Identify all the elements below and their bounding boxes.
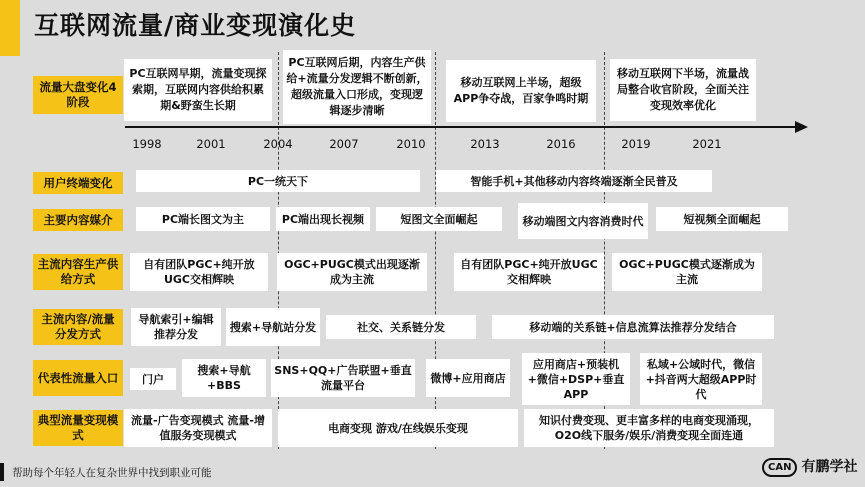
- stage-box-pc-late: PC互联网后期，内容生产供给+流量分发逻辑不断创新，超级流量入口形成，变现逻辑逐步清晰: [283, 50, 431, 124]
- logo-badge: CAN: [762, 458, 797, 477]
- footer-accent-bar: [0, 463, 4, 481]
- row-label-content-media: 主要内容媒介: [33, 209, 123, 231]
- cell-pc-dominance: PC一统天下: [136, 170, 420, 192]
- row-label-distribution: 主流内容/流量分发方式: [33, 309, 123, 345]
- logo-name: 有鹏学社: [801, 459, 858, 475]
- cell-pc-long-text: PC端长图文为主: [136, 207, 270, 231]
- footer-slogan: 帮助每个年轻人在复杂世界中找到职业可能: [12, 467, 212, 479]
- cell-mobile-text-era: 移动端图文内容消费时代: [518, 203, 648, 239]
- page-title: 互联网流量/商业变现演化史: [34, 11, 357, 40]
- year-label: 2021: [692, 137, 722, 151]
- cell-knowledge-o2o: 知识付费变现、更丰富多样的电商变现涌现，O2O线下服务/娱乐/消费变现全面连通: [524, 409, 774, 447]
- title-accent-bar: [0, 0, 20, 56]
- cell-social-graph: 社交、关系链分发: [326, 315, 476, 339]
- cell-ads-vas: 流量-广告变现模式 流量-增值服务变现模式: [124, 409, 272, 447]
- cell-nav-editor: 导航索引+编辑推荐分发: [131, 308, 221, 346]
- stage-box-mobile-second-half: 移动互联网下半场，流量战局整合收官阶段，全面关注变现效率优化: [610, 59, 756, 121]
- stage-box-pc-early: PC互联网早期，流量变现探索期，互联网内容供给积累期&野蛮生长期: [124, 59, 272, 121]
- year-label: 2019: [621, 137, 651, 151]
- cell-search-nav-bbs: 搜索+导航+BBS: [182, 359, 266, 397]
- cell-ecommerce-gaming: 电商变现 游戏/在线娱乐变现: [278, 409, 518, 447]
- brand-logo: [762, 455, 857, 479]
- cell-smartphone-adoption: 智能手机+其他移动内容终端逐渐全民普及: [436, 170, 712, 192]
- year-label: 2013: [470, 137, 500, 151]
- year-label: 2016: [546, 137, 576, 151]
- cell-private-public-domain: 私域+公域时代，微信+抖音两大超级APP时代: [640, 353, 762, 405]
- stage-box-mobile-first-half: 移动互联网上半场，超级APP争夺战，百家争鸣时期: [446, 60, 596, 122]
- cell-sns-qq-ads: SNS+QQ+广告联盟+垂直流量平台: [271, 359, 415, 397]
- row-label-content-supply: 主流内容生产供给方式: [33, 254, 123, 290]
- cell-feed-algorithm: 移动端的关系链+信息流算法推荐分发结合: [492, 315, 774, 339]
- cell-pc-long-video: PC端出现长视频: [276, 207, 370, 231]
- row-label-traffic-stages: 流量大盘变化4阶段: [33, 76, 123, 114]
- year-label: 2004: [263, 137, 293, 151]
- cell-weibo-appstore: 微博+应用商店: [426, 359, 510, 397]
- row-label-monetization: 典型流量变现模式: [33, 410, 123, 446]
- timeline-axis: [125, 126, 795, 128]
- cell-pgc-ugc-pc: 自有团队PGC+纯开放UGC交相辉映: [130, 253, 268, 291]
- cell-pgc-ugc-mobile: 自有团队PGC+纯开放UGC交相辉映: [454, 253, 604, 291]
- cell-ogc-pugc-mobile: OGC+PUGC模式逐渐成为主流: [612, 253, 762, 291]
- row-label-traffic-entrance: 代表性流量入口: [33, 360, 123, 396]
- cell-ogc-pugc-pc: OGC+PUGC模式出现逐渐成为主流: [277, 253, 427, 291]
- cell-short-video-rise: 短视频全面崛起: [656, 207, 788, 231]
- cell-search-nav: 搜索+导航站分发: [226, 308, 320, 346]
- cell-appstore-wechat-dsp: 应用商店+预装机+微信+DSP+垂直APP: [522, 353, 630, 405]
- year-label: 2010: [396, 137, 426, 151]
- year-label: 2007: [329, 137, 359, 151]
- cell-portal: 门户: [130, 368, 176, 390]
- year-label: 2001: [196, 137, 226, 151]
- row-label-user-terminal: 用户终端变化: [33, 172, 123, 194]
- year-label: 1998: [132, 137, 162, 151]
- cell-short-text-rise: 短图文全面崛起: [376, 207, 502, 231]
- timeline-arrow-icon: [795, 121, 808, 133]
